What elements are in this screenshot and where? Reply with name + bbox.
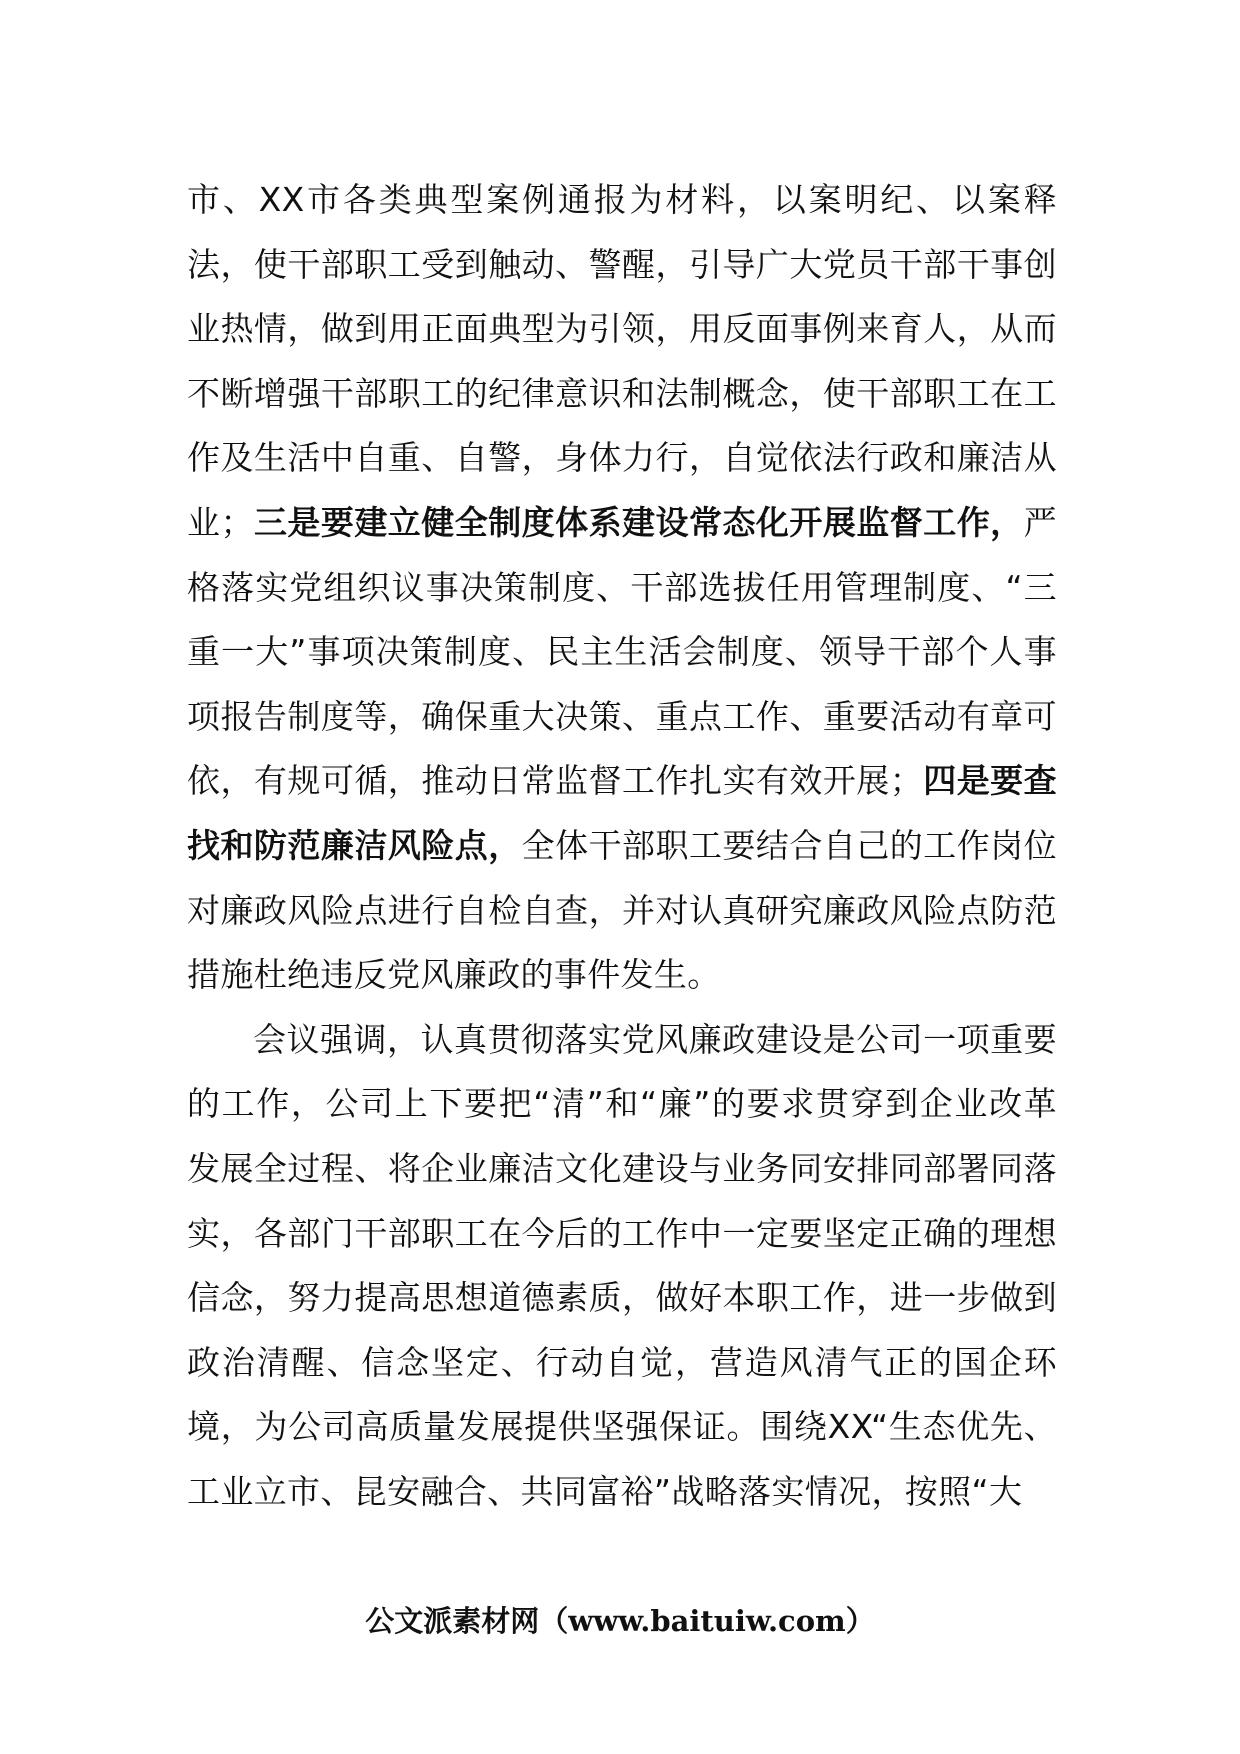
paragraph-1 [187, 168, 1057, 1008]
paragraph-1-text-1: 市、XX市各类典型案例通报为材料，以案明纪、以案释法，使干部职工受到触动、警醒，引导广大党员干部干事创业热情，做到用正面典型为引领，用反面事例来育人，从而不断增强干部职工的纪律意识和法制概念，使干部职工在工作及生活中自重、自警，身体力行，自觉依法行政和廉洁从业； [187, 180, 1057, 542]
paragraph-2 [187, 1008, 1057, 1525]
paragraph-1-bold-point-3: 三是要建立健全制度体系建设常态化开展监督工作， [253, 502, 1024, 542]
footer-watermark: 公文派素材网（www.baituiw.com） [365, 1604, 875, 1638]
paragraph-1-bold-point-4: 四是要查找和防范廉洁风险点， [187, 761, 1058, 865]
paragraph-1-text-3: 全体干部职工要结合自己的工作岗位对廉政风险点进行自检自查，并对认真研究廉政风险点防范措施杜绝违反党风廉政的事件发生。 [187, 825, 1057, 995]
paragraph-2-text: 会议强调，认真贯彻落实党风廉政建设是公司一项重要的工作，公司上下要把“清”和“廉”的要求贯穿到企业改革发展全过程、将企业廉洁文化建设与业务同安排同部署同落实，各部门干部职工在今后的工作中一定要坚定正确的理想信念，努力提高思想道德素质，做好本职工作，进一步做到政治清醒、信念坚定、行动自觉，营造风清气正的国企环境，为公司高质量发展提供坚强保证。围绕XX“生态优先、工业立市、昆安融合、共同富裕”战略落实情况，按照“大 [187, 1019, 1057, 1511]
paragraph-1-text-2: 严格落实党组织议事决策制度、干部选拔任用管理制度、“三重一大”事项决策制度、民主生活会制度、领导干部个人事项报告制度等，确保重大决策、重点工作、重要活动有章可依，有规可循，推动日常监督工作扎实有效开展； [187, 502, 1057, 801]
document-body [187, 168, 1057, 1524]
